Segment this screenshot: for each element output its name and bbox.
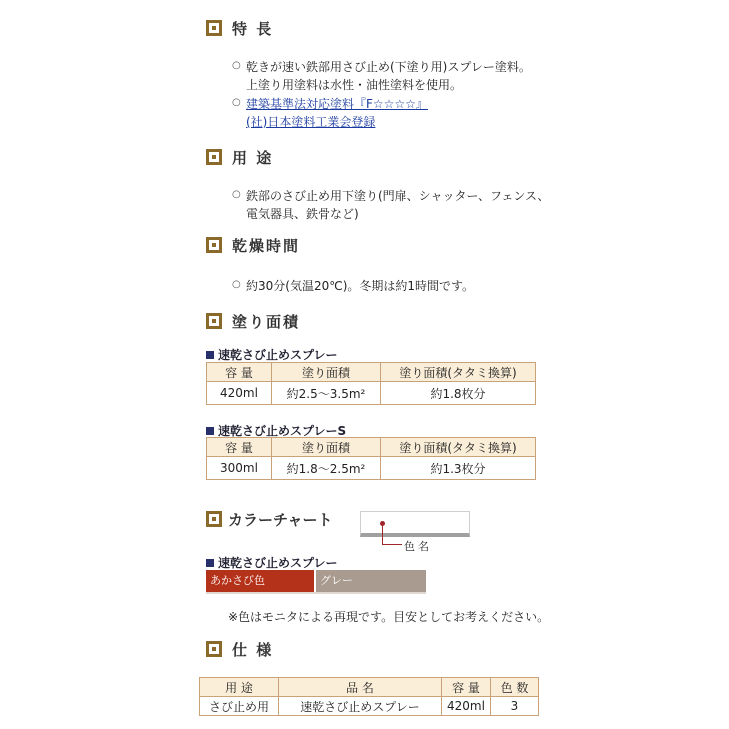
table-cell: 420ml	[442, 697, 491, 716]
spec-table	[199, 677, 539, 716]
spec-title: 仕 様	[232, 641, 274, 659]
table-cell: 3	[491, 697, 539, 716]
section-icon	[206, 20, 222, 36]
table-cell: さび止め用	[200, 697, 279, 716]
section-icon	[206, 641, 222, 657]
usage-title: 用 途	[232, 149, 274, 167]
color-chip-gray: グレー	[316, 570, 426, 592]
table-header: 塗り面積(タタミ換算)	[381, 438, 536, 457]
features-line2: 上塗り用塗料は水性・油性塗料を使用。	[246, 78, 463, 92]
section-icon	[206, 313, 222, 329]
bullet-icon: ○	[232, 60, 241, 71]
legend-pointer-line	[382, 544, 402, 545]
association-link[interactable]: (社)日本塗料工業会登録	[246, 115, 376, 129]
bullet-icon: ○	[232, 279, 241, 290]
usage-line1: 鉄部のさび止め用下塗り(門扉、シャッター、フェンス、	[246, 189, 550, 203]
coverage-table2-title: 速乾さび止めスプレーS	[206, 422, 346, 439]
table-cell: 約1.8枚分	[381, 382, 536, 405]
table-header: 容 量	[442, 678, 491, 697]
bullet-icon: ○	[232, 97, 241, 108]
section-icon	[206, 149, 222, 165]
coverage-table-1	[206, 362, 536, 405]
section-icon	[206, 237, 222, 253]
colorchart-title: カラーチャート	[228, 511, 333, 529]
table-cell: 約1.8～2.5m²	[272, 457, 381, 480]
usage-line2: 電気器具、鉄骨など)	[246, 207, 359, 221]
color-chip-rust: あかさび色	[206, 570, 314, 592]
table-cell: 約1.3枚分	[381, 457, 536, 480]
legend-label: 色名	[404, 540, 432, 553]
table-header: 容 量	[207, 438, 272, 457]
color-chip-underline	[206, 592, 426, 594]
table-header: 色 数	[491, 678, 539, 697]
drying-title: 乾燥時間	[232, 237, 301, 255]
table-cell: 約2.5～3.5m²	[272, 382, 381, 405]
legend-pointer-line	[382, 525, 383, 545]
coverage-title: 塗り面積	[232, 313, 301, 331]
coverage-table1-title: 速乾さび止めスプレー	[206, 346, 338, 363]
standard-link[interactable]: 建築基準法対応塗料『F☆☆☆☆』	[246, 97, 428, 111]
color-note: ※色はモニタによる再現です。目安としてお考えください。	[228, 610, 550, 624]
table-header: 品 名	[279, 678, 442, 697]
features-line1: 乾きが速い鉄部用さび止め(下塗り用)スプレー塗料。	[246, 60, 531, 74]
colorchart-product: 速乾さび止めスプレー	[206, 554, 338, 571]
drying-line1: 約30分(気温20℃)。冬期は約1時間です。	[246, 279, 475, 293]
table-header: 容 量	[207, 363, 272, 382]
table-header: 用 途	[200, 678, 279, 697]
coverage-table-2	[206, 437, 536, 480]
section-icon	[206, 511, 222, 527]
table-header: 塗り面積(タタミ換算)	[381, 363, 536, 382]
bullet-icon: ○	[232, 189, 241, 200]
table-header: 塗り面積	[272, 438, 381, 457]
table-header: 塗り面積	[272, 363, 381, 382]
table-cell: 420ml	[207, 382, 272, 405]
table-cell: 速乾さび止めスプレー	[279, 697, 442, 716]
table-cell: 300ml	[207, 457, 272, 480]
features-title: 特 長	[232, 20, 274, 38]
color-legend-swatch	[360, 511, 470, 537]
